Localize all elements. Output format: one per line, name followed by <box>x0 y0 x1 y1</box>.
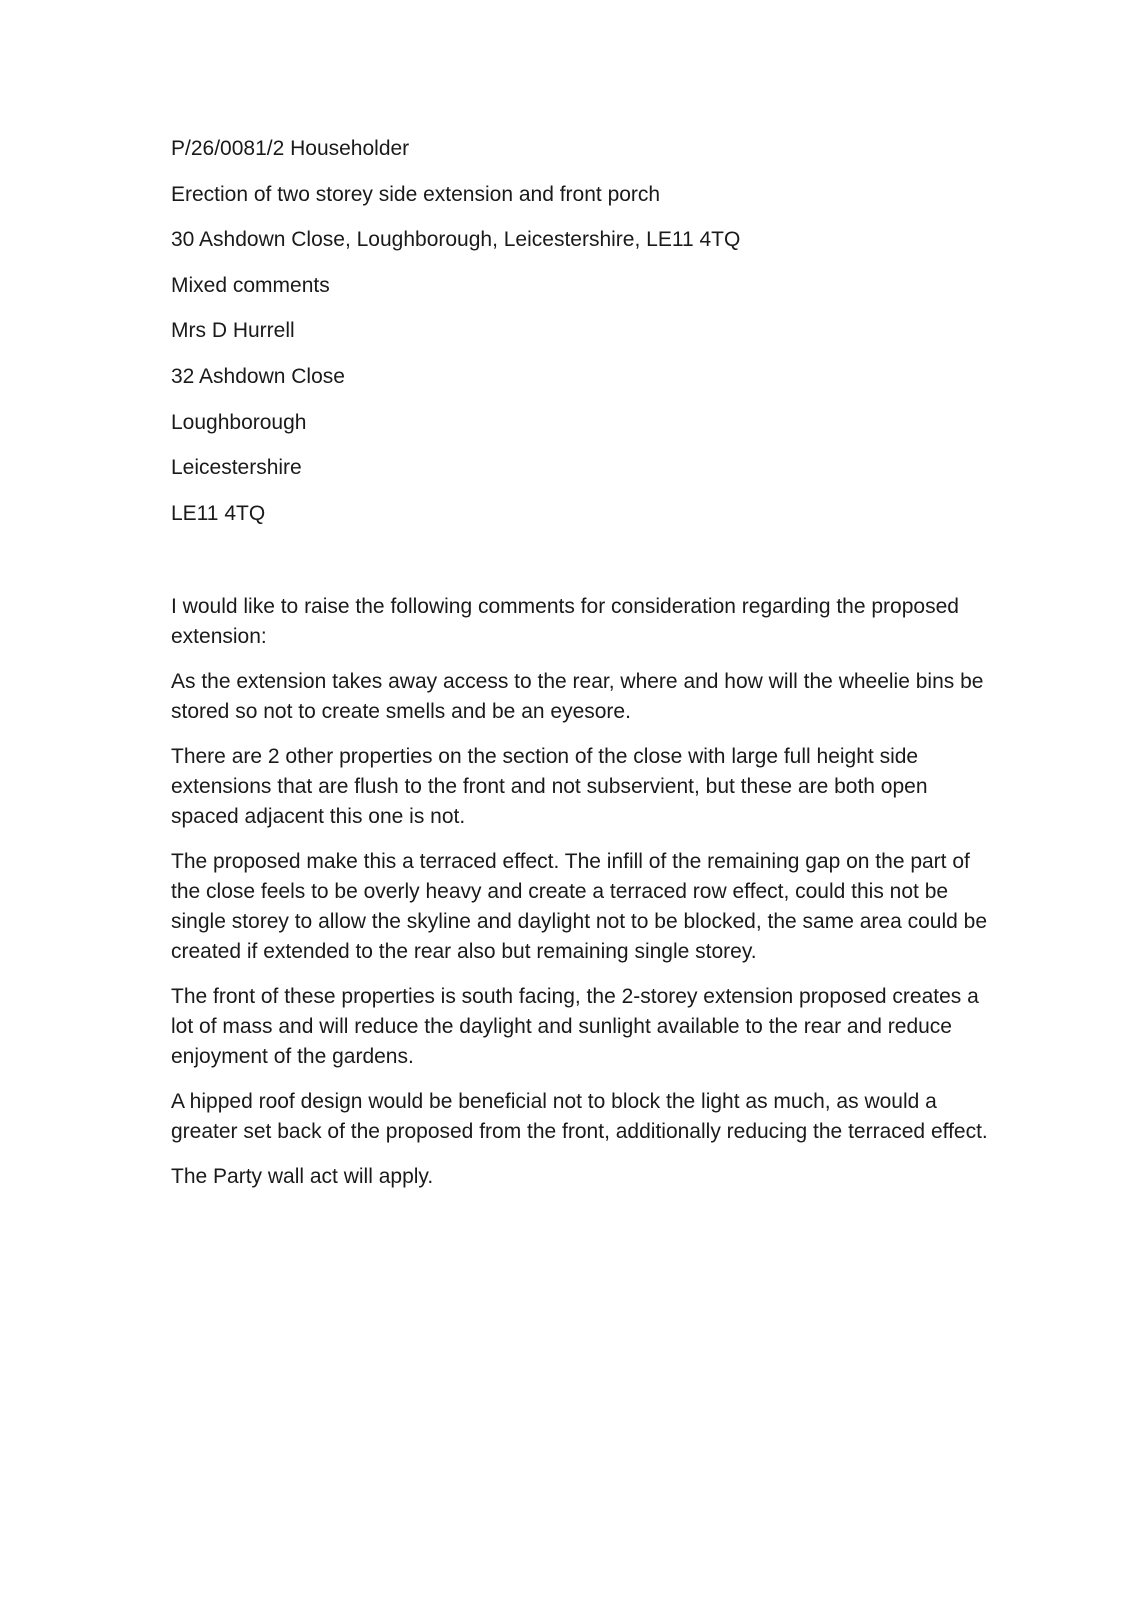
body-paragraph: A hipped roof design would be beneficial not to block the light as much, as would a greater set back of the proposed from the front, additionally reducing the terraced effect. <box>171 1089 988 1143</box>
sender-postcode: LE11 4TQ <box>171 501 266 525</box>
comment-type: Mixed comments <box>171 273 330 297</box>
comment-body <box>171 592 1001 1192</box>
body-paragraph: The front of these properties is south facing, the 2-storey extension proposed creates a lot of mass and will reduce the daylight and sunlight available to the rear and reduce enjoyment of the gardens. <box>171 984 979 1068</box>
sender-name: Mrs D Hurrell <box>171 319 295 343</box>
sender-county: Leicestershire <box>171 456 302 480</box>
body-paragraph: The Party wall act will apply. <box>171 1164 434 1188</box>
body-paragraph: I would like to raise the following comments for consideration regarding the proposed extension: <box>171 594 959 648</box>
site-address: 30 Ashdown Close, Loughborough, Leicestershire, LE11 4TQ <box>171 228 741 252</box>
sender-town: Loughborough <box>171 410 307 434</box>
body-paragraph: As the extension takes away access to the rear, where and how will the wheelie bins be stored so not to create smells and be an eyesore. <box>171 669 984 723</box>
application-reference: P/26/0081/2 Householder <box>171 137 410 160</box>
body-paragraph: There are 2 other properties on the section of the close with large full height side extensions that are flush to the front and not subservient, but these are both open spaced adjacent this one is not. <box>171 744 928 828</box>
sender-street: 32 Ashdown Close <box>171 364 345 388</box>
body-paragraph: The proposed make this a terraced effect. The infill of the remaining gap on the part of the close feels to be overly heavy and create a terraced row effect, could this not be single storey to allow the skyline and daylight not to be blocked, the same area could be created if extended to the rear also but remaining single storey. <box>171 849 987 963</box>
proposal-description: Erection of two storey side extension and front porch <box>171 182 661 206</box>
document-content <box>171 134 1001 1192</box>
